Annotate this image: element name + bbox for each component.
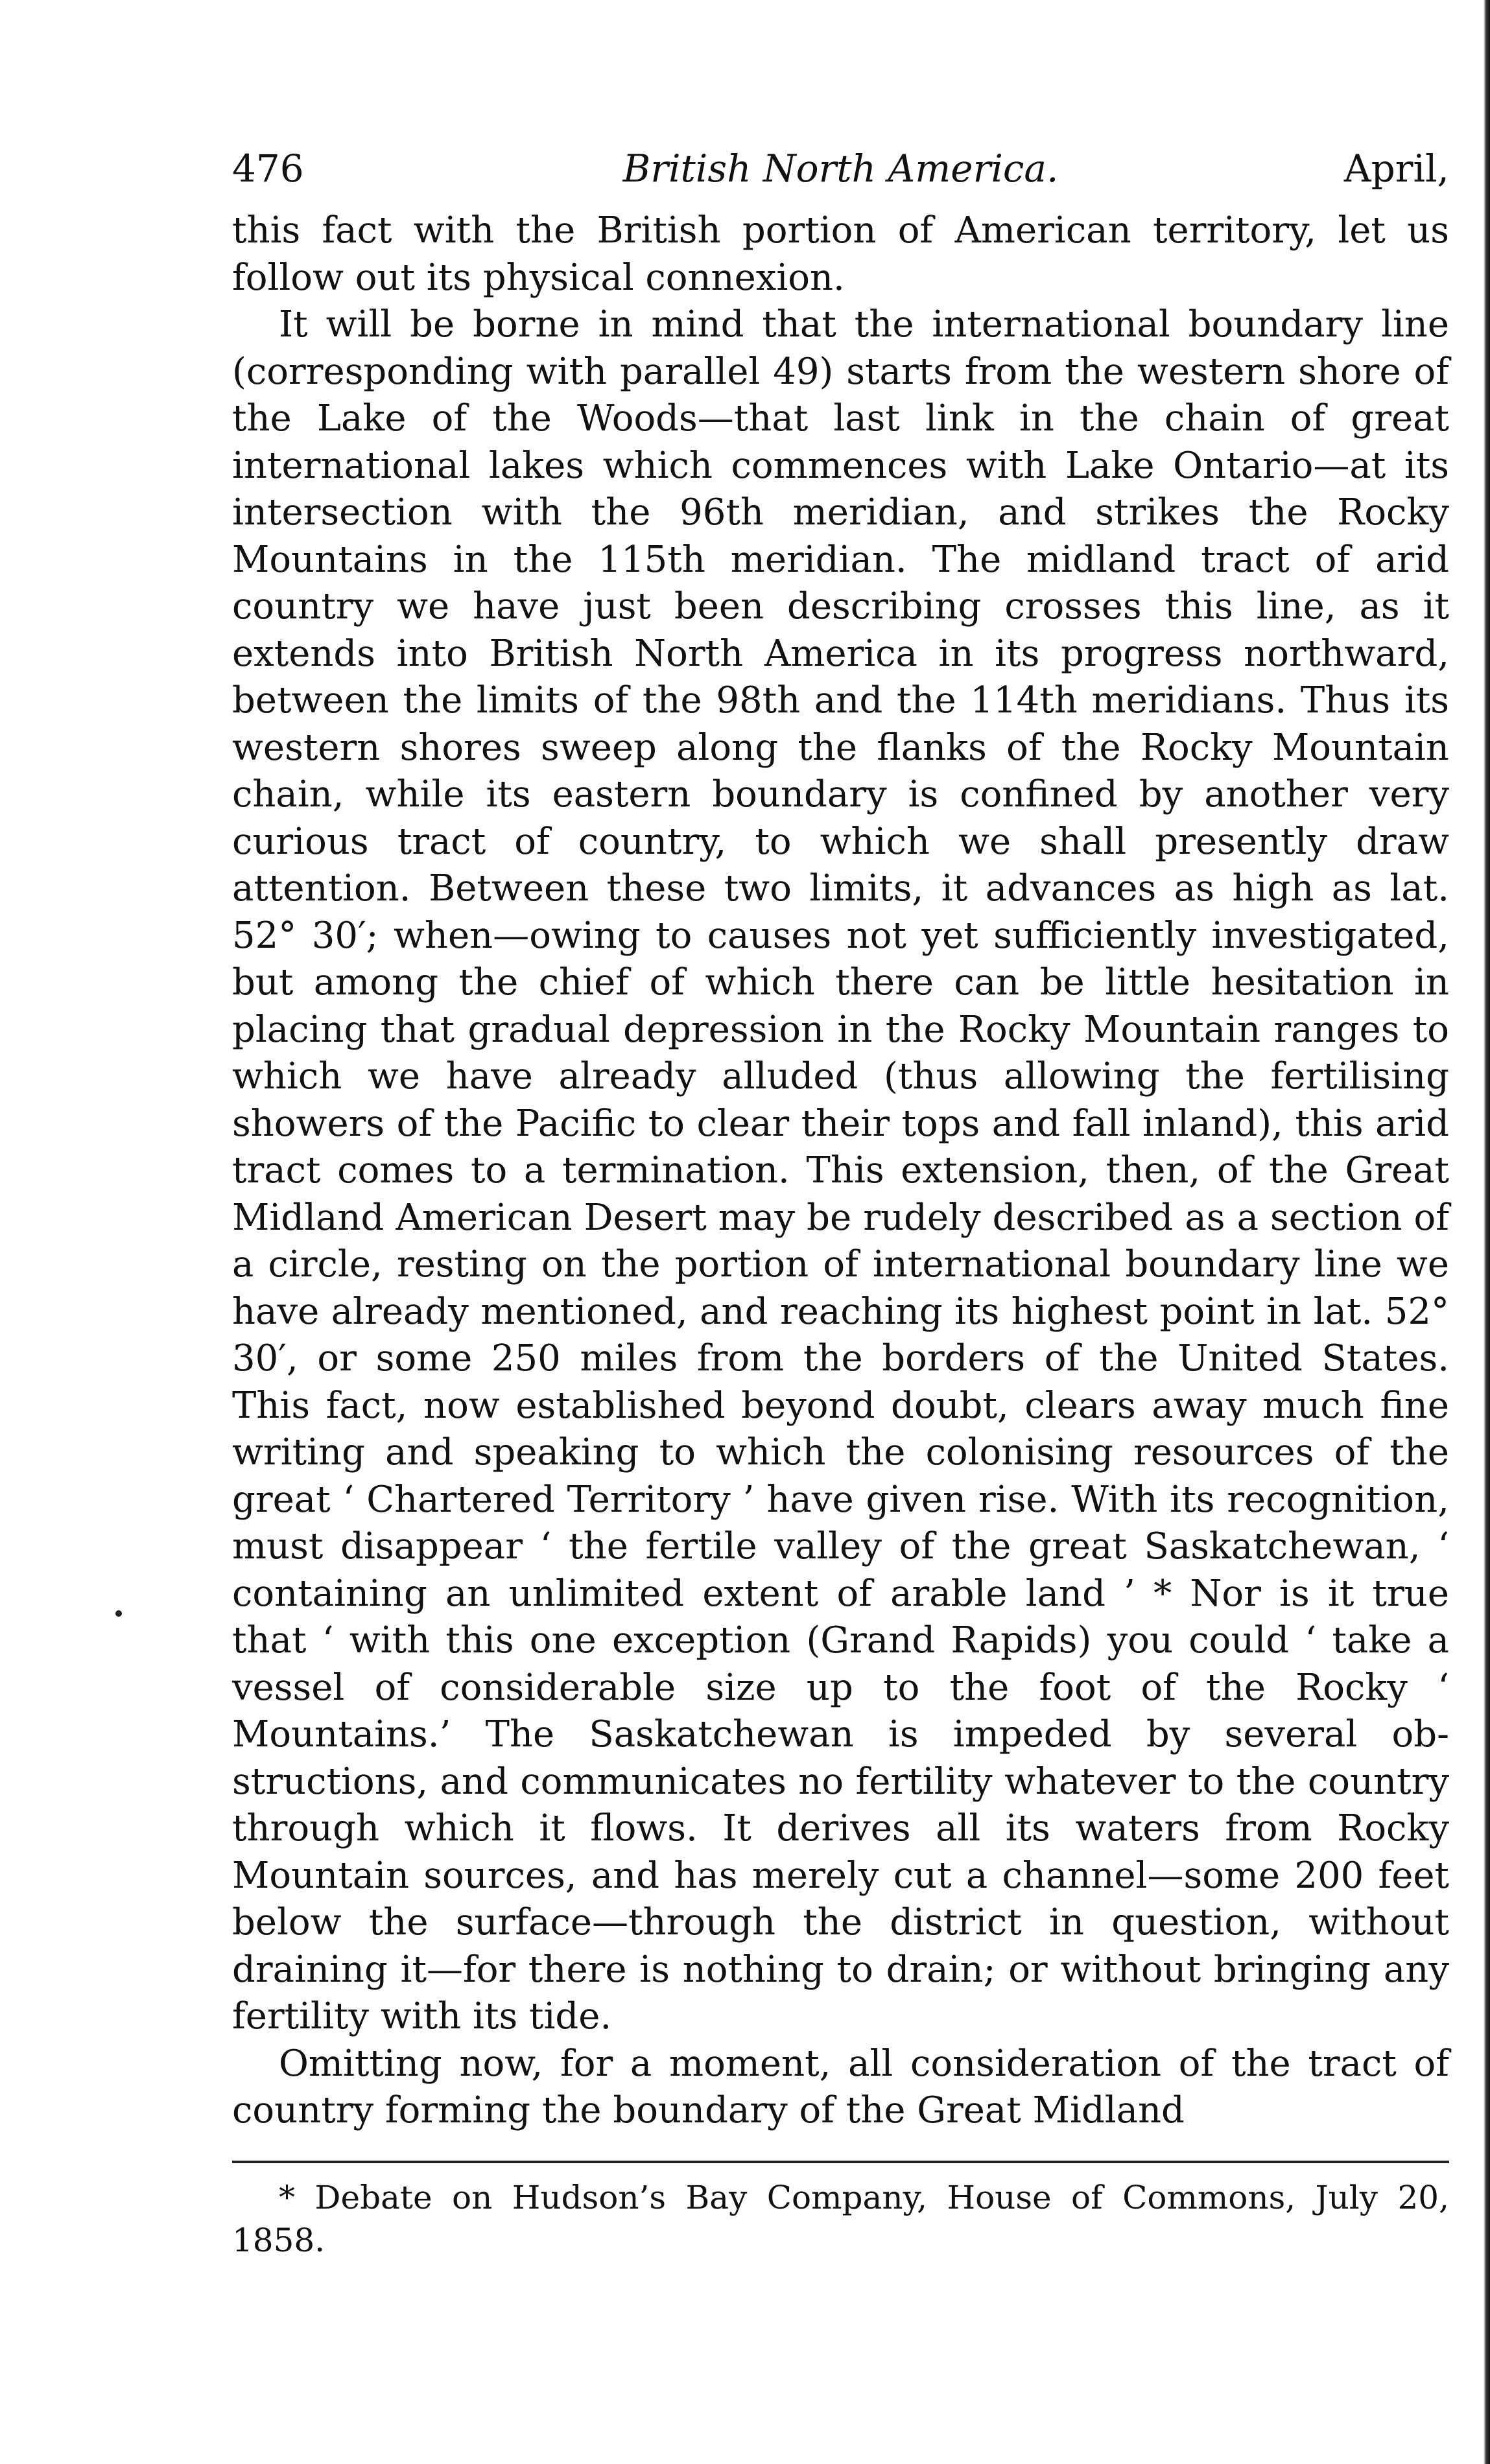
running-head <box>232 136 1449 207</box>
margin-mark <box>115 1610 122 1617</box>
footnote: * Debate on Hudson’s Bay Company, House of Commons, July 20, 1858. <box>232 2178 1449 2259</box>
paragraph-continued: this fact with the British portion of American territory, let us follow out its physical connexion. <box>232 209 1449 299</box>
footnote-rule <box>232 2161 1449 2163</box>
page-number: 476 <box>232 147 304 191</box>
running-title: British North America. <box>622 147 1059 191</box>
running-head-month: April, <box>1343 147 1449 191</box>
body-text <box>232 207 1449 2135</box>
book-page <box>232 136 1449 2262</box>
paragraph-boundary-line: It will be borne in mind that the international boundary line (corresponding with parallel 49) starts from the western shore of the Lake of the Woods—that last link in the chain of great international lakes which commences with Lake Ontario—at its intersection with the 96th meridian, and strikes the Rocky Mountains in the 115th meridian. The midland tract of arid country we have just been describing crosses this line, as it extends into British North America in its progress northward, between the limits of the 98th and the 114th meridians. Thus its western shores sweep along the flanks of the Rocky Mountain chain, while its eastern boundary is confined by another very curious tract of country, to which we shall presently draw attention. Between these two limits, it advances as high as lat. 52° 30′; when—owing to causes not yet sufficiently investigated, but among the chief of which there can be little hesitation in placing that gradual depression in the Rocky Mountain ranges to which we have already alluded (thus allowing the fertilising showers of the Pacific to clear their tops and fall inland), this arid tract comes to a termination. This extension, then, of the Great Midland American Desert may be rudely described as a section of a circle, resting on the portion of international boundary line we have already mentioned, and reaching its highest point in lat. 52° 30′, or some 250 miles from the borders of the United States. This fact, now established beyond doubt, clears away much fine writing and speaking to which the colonising resources of the great ‘ Chartered Territory ’ have given rise. With its recognition, must disappear ‘ the fertile valley of the great Saskatchewan, ‘ containing an unlimited extent of arable land ’ * Nor is it true that ‘ with this one exception (Grand Rapids) you could ‘ take a vessel of considerable size up to the foot of the Rocky ‘ Mountains.’ The Saskatchewan is impeded by several obstructions, and communicates no fertility whatever to the country through which it flows. It derives all its waters from Rocky Mountain sources, and has merely cut a channel—some 200 feet below the surface—through the district in question, without draining it—for there is nothing to drain; or without bringing any fertility with its tide. <box>232 303 1449 2037</box>
page-edge-shadow <box>1484 0 1490 2464</box>
paragraph-omitting: Omitting now, for a moment, all consideration of the tract of country forming the boundary of the Great Midland <box>232 2042 1449 2131</box>
